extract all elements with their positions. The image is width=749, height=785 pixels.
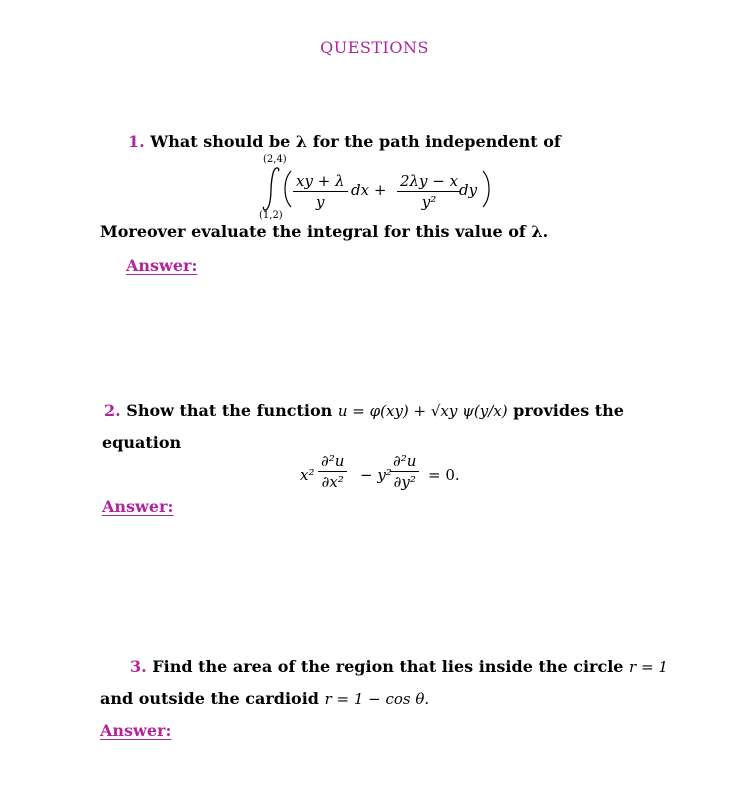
- question-1-line: [128, 132, 561, 151]
- eq-fraction-2-numerator: ∂²u: [390, 452, 419, 472]
- question-3-line: [130, 657, 668, 676]
- question-2-formula: u = φ(xy) + √xy ψ(y/x): [337, 402, 508, 420]
- eq-x-squared: x²: [300, 466, 315, 484]
- integral-lower-limit: (1,2): [259, 210, 283, 221]
- page-title: QUESTIONS: [320, 38, 429, 57]
- question-3-number: 3.: [130, 657, 147, 676]
- eq-fraction-2: [390, 452, 419, 491]
- fraction-2: [397, 172, 461, 211]
- integral-upper-limit: (2,4): [263, 154, 287, 165]
- eq-fraction-2-denominator: ∂y²: [393, 473, 416, 491]
- right-paren: [481, 170, 493, 208]
- question-1-text: What should be λ for the path independent of: [150, 132, 561, 151]
- question-1-answer-link[interactable]: Answer:: [126, 256, 198, 275]
- question-3-line-2: [100, 689, 429, 708]
- question-2-equation: [300, 452, 470, 498]
- question-3-answer-link[interactable]: Answer:: [100, 721, 172, 740]
- question-2-text-after: provides the: [513, 401, 624, 420]
- eq-fraction-1: [318, 452, 347, 491]
- question-2-line-2: equation: [102, 433, 182, 452]
- left-paren: [281, 170, 293, 208]
- eq-minus-y-squared: − y²: [360, 466, 392, 484]
- eq-fraction-1-denominator: ∂x²: [321, 473, 344, 491]
- fraction-1-numerator: xy + λ: [293, 172, 348, 192]
- fraction-1: [293, 172, 348, 211]
- question-3-text-line-2: and outside the cardioid: [100, 689, 319, 708]
- eq-fraction-1-numerator: ∂²u: [318, 452, 347, 472]
- dx-plus: dx +: [351, 181, 387, 199]
- fraction-2-denominator: y²: [421, 193, 437, 211]
- question-2-number: 2.: [104, 401, 121, 420]
- question-3-text-line-1: Find the area of the region that lies inside the circle: [152, 657, 624, 676]
- question-1-number: 1.: [128, 132, 145, 151]
- eq-rhs: = 0.: [428, 466, 460, 484]
- question-1-followup: Moreover evaluate the integral for this value of λ.: [100, 222, 549, 241]
- question-1-integral: [259, 154, 519, 226]
- question-3-circle: r = 1: [629, 658, 668, 676]
- dy: dy: [459, 181, 478, 199]
- question-2-answer-link[interactable]: Answer:: [102, 497, 174, 516]
- question-2-line: [104, 401, 624, 420]
- integral-sign: [261, 166, 281, 212]
- question-2-text-before: Show that the function: [126, 401, 333, 420]
- fraction-1-denominator: y: [316, 193, 325, 211]
- question-3-cardioid: r = 1 − cos θ.: [324, 690, 430, 708]
- fraction-2-numerator: 2λy − x: [397, 172, 461, 192]
